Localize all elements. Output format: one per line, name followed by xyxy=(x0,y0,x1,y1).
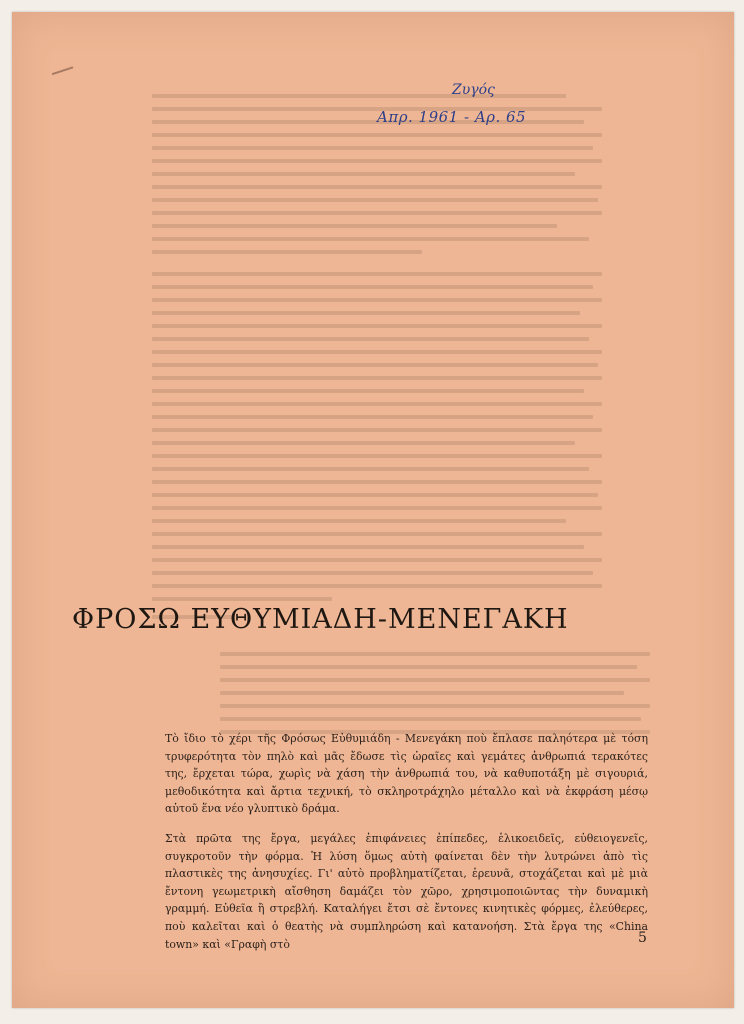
pencil-mark xyxy=(49,57,74,75)
handwritten-issue-reference: Απρ. 1961 - Αρ. 65 xyxy=(377,108,527,126)
page-number: 5 xyxy=(638,930,647,946)
article-paragraph: Στὰ πρῶτα της ἔργα, μεγάλες ἐπιφάνειες ἐπίπεδες, ἑλικοειδεῖς, εὐθειογενεῖς, συγκροτοῦν τὴν φόρμα. Ἡ λύση ὅμως αὐτὴ φαίνεται δὲν τὴν λυτρώνει ἀπὸ τὶς πλαστικὲς της ἀνησυχίες. Γι' αὐτὸ προβληματίζεται, ἐρευνᾶ, στοχάζεται καὶ μὲ μιὰ ἔντονη γεωμετρικὴ αἴσθηση δαμάζει τὸν χῶρο, χρησιμοποιῶντας τὴν δυναμικὴ γραμμή. Εὐθεῖα ἢ στρεβλή. Καταλήγει ἔτσι σὲ ἔντονες κινητικὲς φόρμες, ἐλεύθερες, ποὺ καλεῖται καὶ ὁ θεατὴς νὰ συμπληρώση καὶ κατανοήση. Στὰ ἔργα της «China town» καὶ «Γραφὴ στὸ xyxy=(165,831,648,951)
bleed-through-text-upper xyxy=(152,94,602,628)
article-paragraph: Τὸ ἴδιο τὸ χέρι τῆς Φρόσως Εὐθυμιάδη - Μενεγάκη ποὺ ἔπλασε παληότερα μὲ τόση τρυφερότητα τὸν πηλὸ καὶ μᾶς ἔδωσε τὶς ὡραῖες καὶ γεμάτες ἀνθρωπιά τερακότες της, ἔρχεται τώρα, χωρὶς νὰ χάση τὴν ἀνθρωπιά του, νὰ καθυποτάξη μὲ σιγουριά, μεθοδικότητα καὶ ἄρτια τεχνική, τὸ σκληροτράχηλο μέταλλο καὶ νὰ ἐκφράση μέσῳ αὐτοῦ ἕνα νέο γλυπτικὸ δράμα. xyxy=(165,732,648,816)
article-title: ΦΡΟΣΩ ΕΥΘΥΜΙΑΔΗ-ΜΕΝΕΓΑΚΗ xyxy=(72,604,569,635)
paper-sheet xyxy=(12,12,734,1008)
article-body xyxy=(165,730,648,965)
handwritten-note-word: Ζυγός xyxy=(452,82,495,98)
